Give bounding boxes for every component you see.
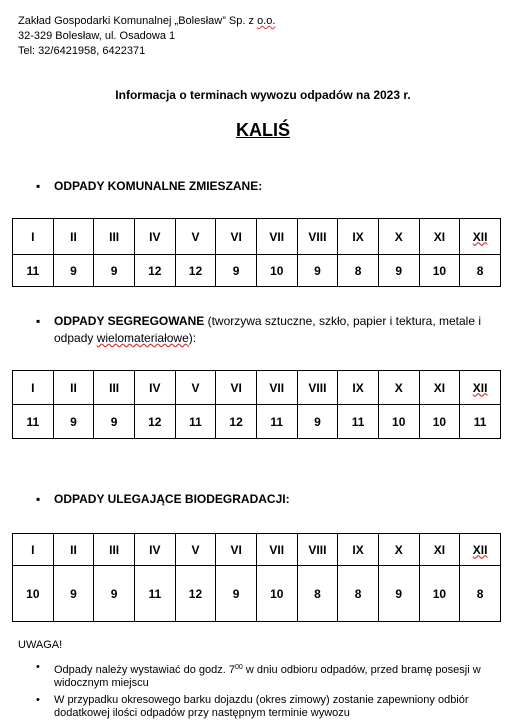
day-cell: 12 [175,566,216,622]
day-cell: 9 [378,566,419,622]
month-cell: X [378,371,419,405]
section-segregated-waste: ▪ ODPADY SEGREGOWANE (tworzywa sztuczne, szkło, papier i tektura, metale i odpady wielomateriałowe): [36,314,482,345]
day-cell: 9 [94,405,135,439]
notes-list [36,661,510,724]
day-cell: 8 [338,566,379,622]
month-cell: I [13,219,54,255]
months-row [13,371,501,405]
section-detail: (tworzywa sztuczne, szkło, papier i tektura, metale i odpady [54,314,482,345]
month-cell: II [53,371,94,405]
day-cell: 9 [53,405,94,439]
month-cell: IV [134,219,175,255]
day-cell: 10 [419,566,460,622]
day-cell: 10 [378,405,419,439]
day-cell: 9 [297,405,338,439]
bullet-icon: • [36,661,40,673]
section-label: ODPADY KOMUNALNE ZMIESZANE: [54,179,263,193]
month-cell: VIII [297,371,338,405]
place-name: KALIŚ [236,120,290,140]
month-cell: IV [134,371,175,405]
days-row [13,255,501,287]
month-cell: VII [256,534,297,566]
month-cell: VI [216,534,257,566]
note-item: • W przypadku okresowego barku dojazdu (okres zimowy) zostanie zapewniony odbiór dodatkowej ilości odpadów przy następnym terminie wywozu [36,694,469,719]
month-cell: III [94,371,135,405]
month-cell: IX [338,371,379,405]
day-cell: 12 [216,405,257,439]
day-cell: 9 [53,255,94,287]
day-cell: 9 [94,566,135,622]
day-cell: 11 [13,255,54,287]
day-cell: 11 [175,405,216,439]
day-cell: 10 [256,255,297,287]
day-cell: 12 [175,255,216,287]
month-cell: IX [338,219,379,255]
month-cell: VII [256,219,297,255]
day-cell: 11 [134,566,175,622]
notice-heading: UWAGA! [18,639,63,651]
month-cell: IX [338,534,379,566]
note-item: • Odpady należy wystawiać do godz. $7^{00}$ w dniu odbioru odpadów, przed bramę posesji w widocznym miejscu [36,661,481,689]
month-cell: X [378,219,419,255]
schedule-table-mixed [12,218,501,287]
day-cell: 11 [256,405,297,439]
day-cell: 9 [378,255,419,287]
month-cell: XI [419,219,460,255]
day-cell: 9 [94,255,135,287]
square-bullet-icon: ▪ [36,179,41,193]
month-cell: XII [460,534,501,566]
month-cell: VII [256,371,297,405]
day-cell: 8 [460,566,501,622]
section-mixed-waste [36,178,506,196]
day-cell: 11 [338,405,379,439]
month-cell: VI [216,219,257,255]
days-row [13,405,501,439]
section-label: ODPADY SEGREGOWANE [54,314,205,328]
day-cell: 8 [338,255,379,287]
day-cell: 10 [419,405,460,439]
month-cell: I [13,534,54,566]
month-cell: II [53,534,94,566]
square-bullet-icon: ▪ [36,314,41,328]
day-cell: 9 [53,566,94,622]
day-cell: 12 [134,255,175,287]
month-cell: XII [460,219,501,255]
month-cell: V [175,534,216,566]
days-row [13,566,501,622]
day-cell: 9 [297,255,338,287]
month-cell: IV [134,534,175,566]
day-cell: 10 [13,566,54,622]
months-row [13,219,501,255]
square-bullet-icon: ▪ [36,492,41,506]
schedule-table-segregated [12,370,501,439]
month-cell: XII [460,371,501,405]
month-cell: I [13,371,54,405]
month-cell: VIII [297,534,338,566]
company-phone: Tel: 32/6421958, 6422371 [18,45,146,57]
document-title: Informacja o terminach wywozu odpadów na 2023 r. [115,88,411,102]
month-cell: X [378,534,419,566]
month-cell: II [53,219,94,255]
month-cell: III [94,534,135,566]
month-cell: III [94,219,135,255]
month-cell: XI [419,371,460,405]
month-cell: XI [419,534,460,566]
month-cell: V [175,371,216,405]
month-cell: VIII [297,219,338,255]
day-cell: 12 [134,405,175,439]
months-row [13,534,501,566]
schedule-table-biodegradable [12,533,501,622]
section-label: ODPADY ULEGAJĄCE BIODEGRADACJI: [54,492,290,506]
month-cell: V [175,219,216,255]
day-cell: 10 [419,255,460,287]
company-address: 32-329 Bolesław, ul. Osadowa 1 [18,30,176,42]
day-cell: 9 [216,566,257,622]
day-cell: 11 [13,405,54,439]
company-name: Zakład Gospodarki Komunalnej „Bolesław” Sp. z o.o. [18,15,276,27]
day-cell: 8 [297,566,338,622]
day-cell: 8 [460,255,501,287]
bullet-icon: • [36,694,40,706]
section-biodegradable-waste [36,491,506,509]
month-cell: VI [216,371,257,405]
day-cell: 9 [216,255,257,287]
day-cell: 10 [256,566,297,622]
day-cell: 11 [460,405,501,439]
company-header [18,14,275,59]
